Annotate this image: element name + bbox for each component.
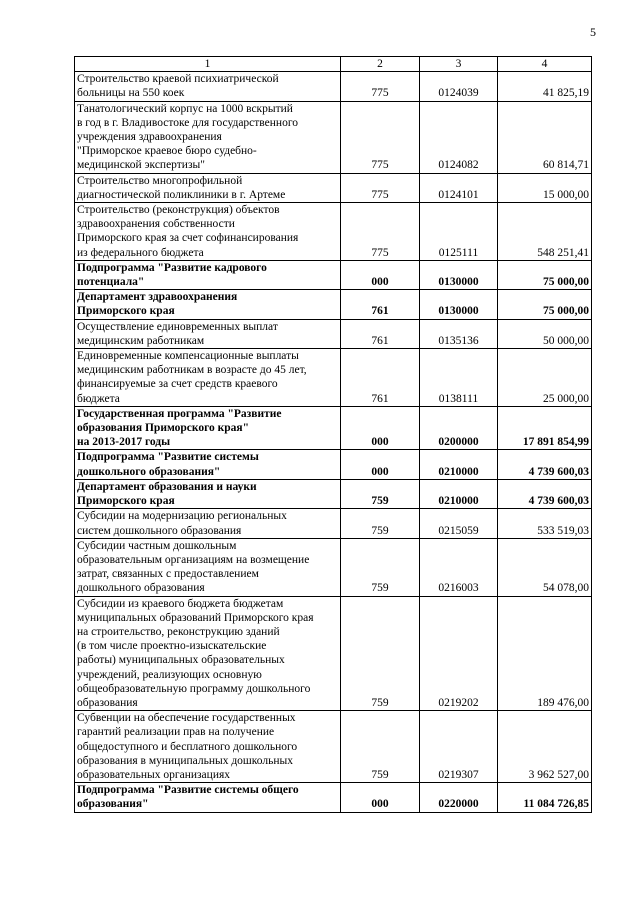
row-name-cell: Субсидии частным дошкольным образовательным организациям на возмещение затрат, связанных с предоставлением дошкольного образования [75,538,341,596]
table-row [75,349,592,407]
row-target-cell: 0219202 [420,596,498,711]
row-name-cell: Субсидии из краевого бюджета бюджетам муниципальных образований Приморского края на строительство, реконструкцию зданий (в том числе проектно-изыскательские работы) муниципальных образовательных учреждений, реализующих основную общеобразовательную программу дошкольного образования [75,596,341,711]
table-row [75,479,592,508]
row-amount-cell: 4 739 600,03 [498,479,592,508]
column-header-target: 3 [420,57,498,72]
row-code-cell: 761 [341,349,420,407]
table-row [75,203,592,261]
column-header-amount: 4 [498,57,592,72]
row-name-cell: Департамент здравоохранения Приморского края [75,290,341,319]
row-name-cell: Строительство (реконструкция) объектов здравоохранения собственности Приморского края за счет софинансирования из федерального бюджета [75,203,341,261]
row-target-cell: 0130000 [420,290,498,319]
row-amount-cell: 533 519,03 [498,509,592,538]
table-row [75,101,592,173]
table-row [75,596,592,711]
row-amount-cell: 75 000,00 [498,290,592,319]
column-header-name: 1 [75,57,341,72]
page-number: 5 [590,25,596,39]
row-amount-cell: 4 739 600,03 [498,450,592,479]
table-row [75,783,592,812]
row-target-cell: 0215059 [420,509,498,538]
row-amount-cell: 189 476,00 [498,596,592,711]
table-row [75,509,592,538]
table-header-row [75,57,592,72]
row-amount-cell: 11 084 726,85 [498,783,592,812]
budget-table [74,56,592,813]
row-code-cell: 759 [341,479,420,508]
row-name-cell: Подпрограмма "Развитие кадрового потенциала" [75,260,341,289]
row-amount-cell: 17 891 854,99 [498,406,592,450]
row-name-cell: Подпрограмма "Развитие системы дошкольного образования" [75,450,341,479]
table-row [75,173,592,202]
row-target-cell: 0138111 [420,349,498,407]
row-code-cell: 000 [341,406,420,450]
row-code-cell: 761 [341,319,420,348]
row-amount-cell: 54 078,00 [498,538,592,596]
row-target-cell: 0125111 [420,203,498,261]
row-amount-cell: 75 000,00 [498,260,592,289]
column-header-code: 2 [341,57,420,72]
row-target-cell: 0124039 [420,72,498,101]
table-row [75,406,592,450]
row-amount-cell: 50 000,00 [498,319,592,348]
row-code-cell: 775 [341,72,420,101]
row-amount-cell: 60 814,71 [498,101,592,173]
row-code-cell: 775 [341,203,420,261]
row-name-cell: Подпрограмма "Развитие системы общего образования" [75,783,341,812]
row-target-cell: 0124101 [420,173,498,202]
row-target-cell: 0124082 [420,101,498,173]
table-row [75,290,592,319]
row-code-cell: 759 [341,509,420,538]
table-row [75,450,592,479]
row-code-cell: 000 [341,783,420,812]
row-target-cell: 0210000 [420,479,498,508]
row-amount-cell: 15 000,00 [498,173,592,202]
row-name-cell: Государственная программа "Развитие образования Приморского края" на 2013-2017 годы [75,406,341,450]
row-name-cell: Танатологический корпус на 1000 вскрытий в год в г. Владивостоке для государственного учреждения здравоохранения "Приморское краевое бюро судебно- медицинской экспертизы" [75,101,341,173]
table-row [75,538,592,596]
row-target-cell: 0130000 [420,260,498,289]
row-code-cell: 775 [341,173,420,202]
row-target-cell: 0216003 [420,538,498,596]
row-code-cell: 775 [341,101,420,173]
row-target-cell: 0219307 [420,711,498,783]
row-code-cell: 759 [341,538,420,596]
row-amount-cell: 3 962 527,00 [498,711,592,783]
row-code-cell: 759 [341,711,420,783]
row-name-cell: Строительство краевой психиатрической больницы на 550 коек [75,72,341,101]
row-name-cell: Единовременные компенсационные выплаты медицинским работникам в возрасте до 45 лет, финансируемые за счет средств краевого бюджета [75,349,341,407]
row-code-cell: 000 [341,260,420,289]
row-amount-cell: 25 000,00 [498,349,592,407]
row-amount-cell: 41 825,19 [498,72,592,101]
row-target-cell: 0210000 [420,450,498,479]
table-row [75,319,592,348]
table-row [75,72,592,101]
row-name-cell: Субсидии на модернизацию региональных систем дошкольного образования [75,509,341,538]
row-amount-cell: 548 251,41 [498,203,592,261]
row-target-cell: 0135136 [420,319,498,348]
row-code-cell: 759 [341,596,420,711]
row-name-cell: Осуществление единовременных выплат медицинским работникам [75,319,341,348]
row-name-cell: Строительство многопрофильной диагностической поликлиники в г. Артеме [75,173,341,202]
row-name-cell: Субвенции на обеспечение государственных гарантий реализации прав на получение общедоступного и бесплатного дошкольного образования в муниципальных дошкольных образовательных организациях [75,711,341,783]
row-target-cell: 0200000 [420,406,498,450]
row-code-cell: 000 [341,450,420,479]
row-target-cell: 0220000 [420,783,498,812]
row-name-cell: Департамент образования и науки Приморского края [75,479,341,508]
table-row [75,711,592,783]
table-row [75,260,592,289]
row-code-cell: 761 [341,290,420,319]
